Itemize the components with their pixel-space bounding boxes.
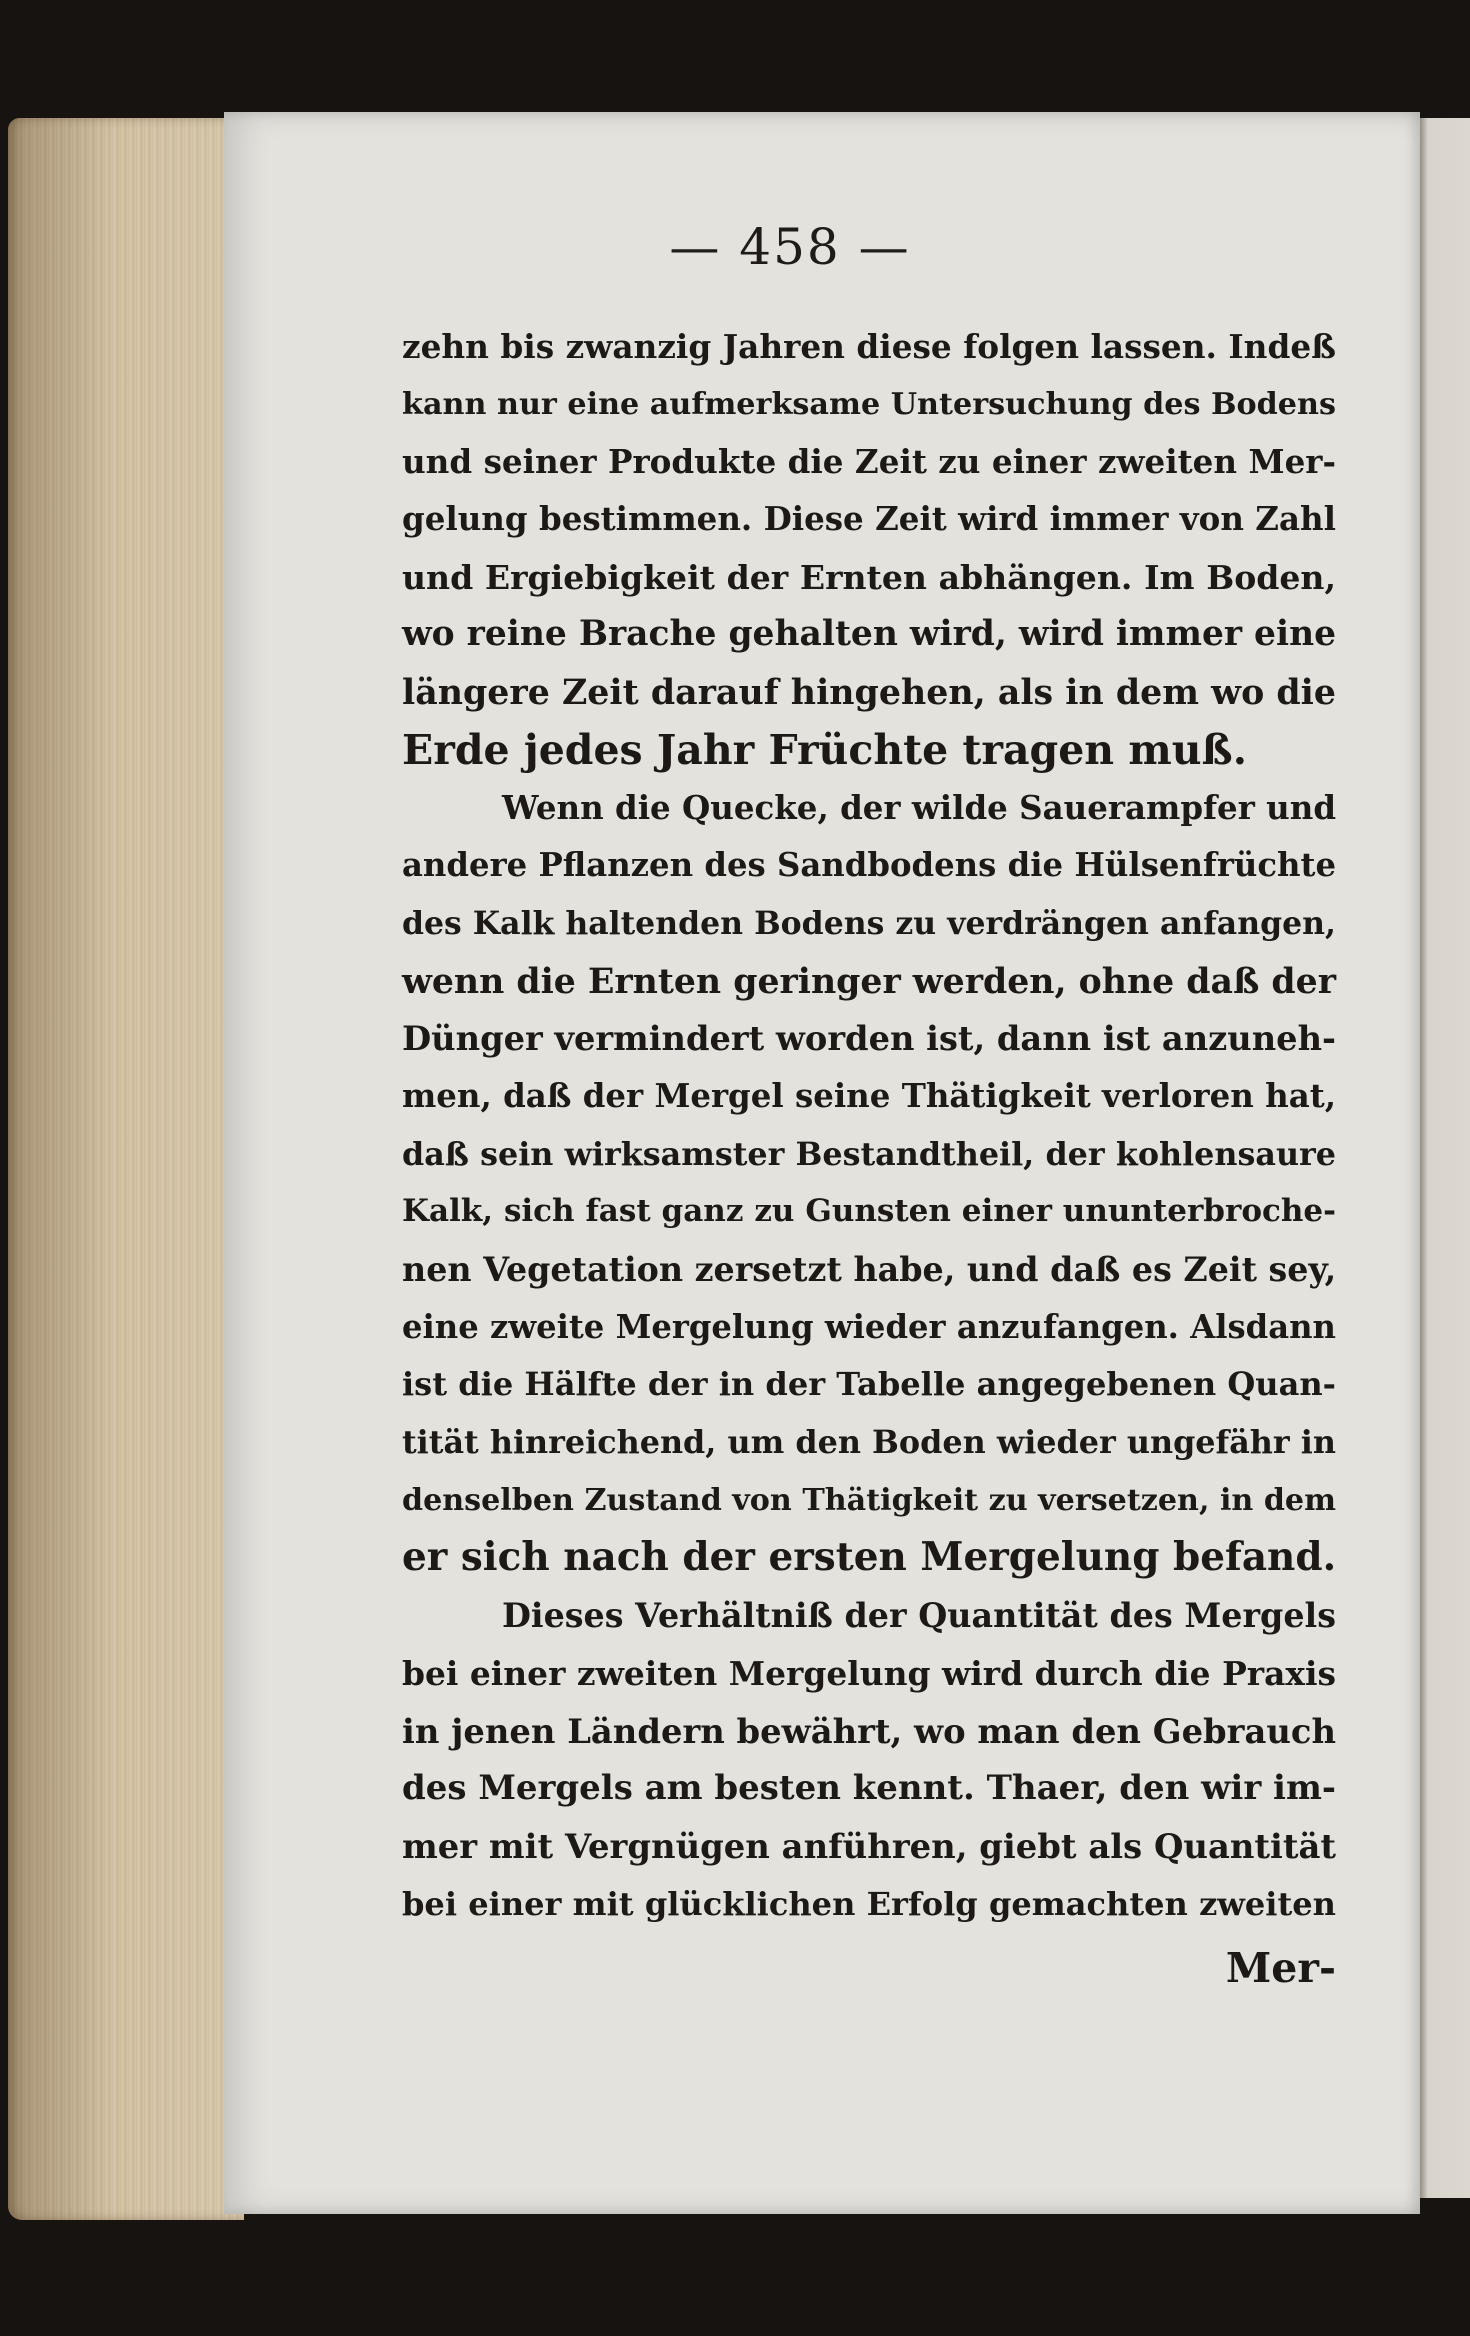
text-line: Wenn die Quecke, der wilde Sauerampfer und [502, 788, 1337, 827]
text-line: denselben Zustand von Thätigkeit zu versetzen, in dem [402, 1482, 1336, 1518]
text-line: men, daß der Mergel seine Thätigkeit verloren hat, [402, 1076, 1336, 1115]
text-line: mer mit Vergnügen anführen, giebt als Quantität [402, 1825, 1336, 1866]
text-line: und Ergiebigkeit der Ernten abhängen. Im Boden, [402, 557, 1336, 597]
text-line: Kalk, sich fast ganz zu Gunsten einer ununterbroche- [402, 1193, 1336, 1230]
text-line: daß sein wirksamster Bestandtheil, der kohlensaure [402, 1135, 1336, 1173]
text-line: bei einer mit glücklichen Erfolg gemachten zweiten [402, 1884, 1336, 1923]
text-line: eine zweite Mergelung wieder anzufangen. Alsdann [402, 1307, 1336, 1346]
text-line: ist die Hälfte der in der Tabelle angegebenen Quan- [402, 1365, 1336, 1404]
text-line: des Mergels am besten kennt. Thaer, den wir im- [402, 1768, 1336, 1809]
text-line: in jenen Ländern bewährt, wo man den Gebrauch [402, 1710, 1336, 1751]
text-line: Dieses Verhältniß der Quantität des Mergels [502, 1596, 1336, 1636]
text-line: wo reine Brache gehalten wird, wird immer eine [402, 614, 1337, 655]
text-line: kann nur eine aufmerksame Untersuchung des Bodens [402, 386, 1337, 422]
text-line: wenn die Ernten geringer werden, ohne daß der [402, 960, 1336, 1002]
text-line: tität hinreichend, um den Boden wieder ungefähr in [402, 1423, 1336, 1462]
text-line: Dünger vermindert worden ist, dann ist anzuneh- [402, 1018, 1336, 1059]
text-line: nen Vegetation zersetzt habe, und daß es Zeit sey, [402, 1250, 1337, 1289]
text-line: gelung bestimmen. Diese Zeit wird immer von Zahl [402, 500, 1336, 539]
text-line: andere Pflanzen des Sandbodens die Hülsenfrüchte [402, 846, 1336, 885]
text-line: und seiner Produkte die Zeit zu einer zweiten Mer- [402, 442, 1336, 482]
page-number: — 458 — [669, 218, 911, 276]
text-line: zehn bis zwanzig Jahren diese folgen lassen. Indeß [402, 327, 1336, 366]
book-page-edges [8, 118, 244, 2220]
text-line: längere Zeit darauf hingehen, als in dem wo die [402, 672, 1336, 714]
text-line: er sich nach der ersten Mergelung befand. [402, 1534, 1337, 1581]
text-line: des Kalk haltenden Bodens zu verdrängen anfangen, [402, 904, 1336, 942]
text-line: Erde jedes Jahr Früchte tragen muß. [402, 725, 1247, 774]
text-line: bei einer zweiten Mergelung wird durch die Praxis [402, 1653, 1336, 1693]
body-text [402, 318, 1336, 2038]
catchword: Mer- [1225, 1944, 1336, 1992]
